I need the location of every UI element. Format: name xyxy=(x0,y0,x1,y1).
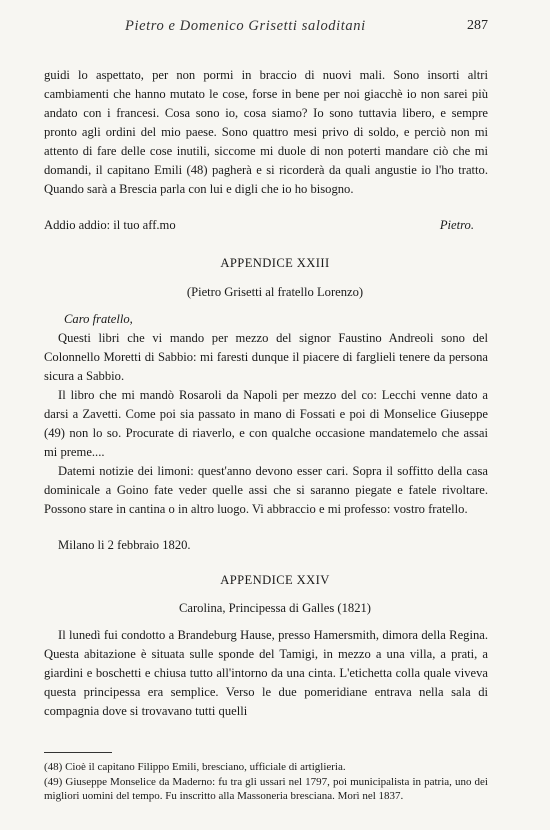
footnote: (48) Cioè il capitano Filippo Emili, bresciano, ufficiale di artiglieria. xyxy=(44,761,346,773)
body-paragraph: Il libro che mi mandò Rosaroli da Napoli per mezzo del co: Lecchi venne dato a darsi a Zavetti. Come poi sia passato in mano di Fossati e poi di Monselice Giuseppe (49) non lo so. Procurate di riaverlo, e con qualche occasione mandatemelo che assai mi preme.... xyxy=(44,388,488,459)
letter-continuation xyxy=(44,66,488,199)
footnote: (49) Giuseppe Monselice da Maderno: fu tra gli ussari nel 1797, poi municipalista in patria, uno dei migliori uomini del tempo. Fu inscritto alla Massoneria bresciana. Morì nel 1837. xyxy=(44,775,488,802)
body-paragraph: Il lunedì fui condotto a Brandeburg Hause, presso Hamersmith, dimora della Regina. Questa abitazione è situata sulle sponde del Tamigi, in mezzo a una villa, a prati, a giardini e boschetti e chiusa tutto all'intorno da una cinta. L'etichetta colla quale viveva questa principessa era semplice. Verso le due pomeridiane entrava nella sala di compagnia dove si trovavano tutti quelli xyxy=(44,628,488,718)
letter-date: Milano li 2 febbraio 1820. xyxy=(58,538,191,552)
appendix-body xyxy=(44,329,488,519)
letter-salutation: Caro fratello, xyxy=(64,312,133,326)
running-head: Pietro e Domenico Grisetti saloditani xyxy=(125,18,366,34)
letter-signature: Pietro. xyxy=(439,218,474,232)
appendix-title: APPENDICE XXIV xyxy=(220,573,330,587)
footnotes xyxy=(44,760,488,804)
body-paragraph: Datemi notizie dei limoni: quest'anno devono esser cari. Sopra il soffitto della casa dominicale a Goino fate veder quelle assi che si saranno piegate e fatele rivoltare. Possono stare in cantina o in altro luogo. Vi abbraccio e mi professo: vostro fratello. xyxy=(44,464,488,516)
letter-closing-line xyxy=(44,218,474,233)
appendix-subtitle: (Pietro Grisetti al fratello Lorenzo) xyxy=(186,285,364,299)
footnote-rule xyxy=(44,752,112,753)
body-paragraph: Questi libri che vi mando per mezzo del signor Faustino Andreoli sono del Colonnello Moretti di Sabbio: mi faresti dunque il piacere di farglieli tenere da persona sicura a Sabbio. xyxy=(44,331,488,383)
page-number: 287 xyxy=(467,18,488,33)
body-paragraph: guidi lo aspettato, per non pormi in braccio di nuovi mali. Sono insorti altri cambiamenti che hanno mutato le cose, forse in bene per noi giacchè io non sarei più andato con i francesi. Cosa sono io, cosa siamo? Io sono tuttavia libero, e sempre pronto agli ordini del mio paese. Sono quattro mesi privo di soldo, e perciò non mi attento di fare delle cose inutili, siccome mi duole di non poterti mandare ciò che mi domandi, il capitano Emili (48) pagherà e si ricorderà da quali angustie io l'ho tratto. Quando sarà a Brescia parla con lui e digli che io ho bisogno. xyxy=(44,68,488,196)
appendix-subtitle: Carolina, Principessa di Galles (1821) xyxy=(178,601,371,615)
letter-closing: Addio addio: il tuo aff.mo xyxy=(44,218,176,232)
page-header xyxy=(0,18,550,38)
appendix-title: APPENDICE XXIII xyxy=(220,256,330,270)
appendix-body xyxy=(44,626,488,721)
